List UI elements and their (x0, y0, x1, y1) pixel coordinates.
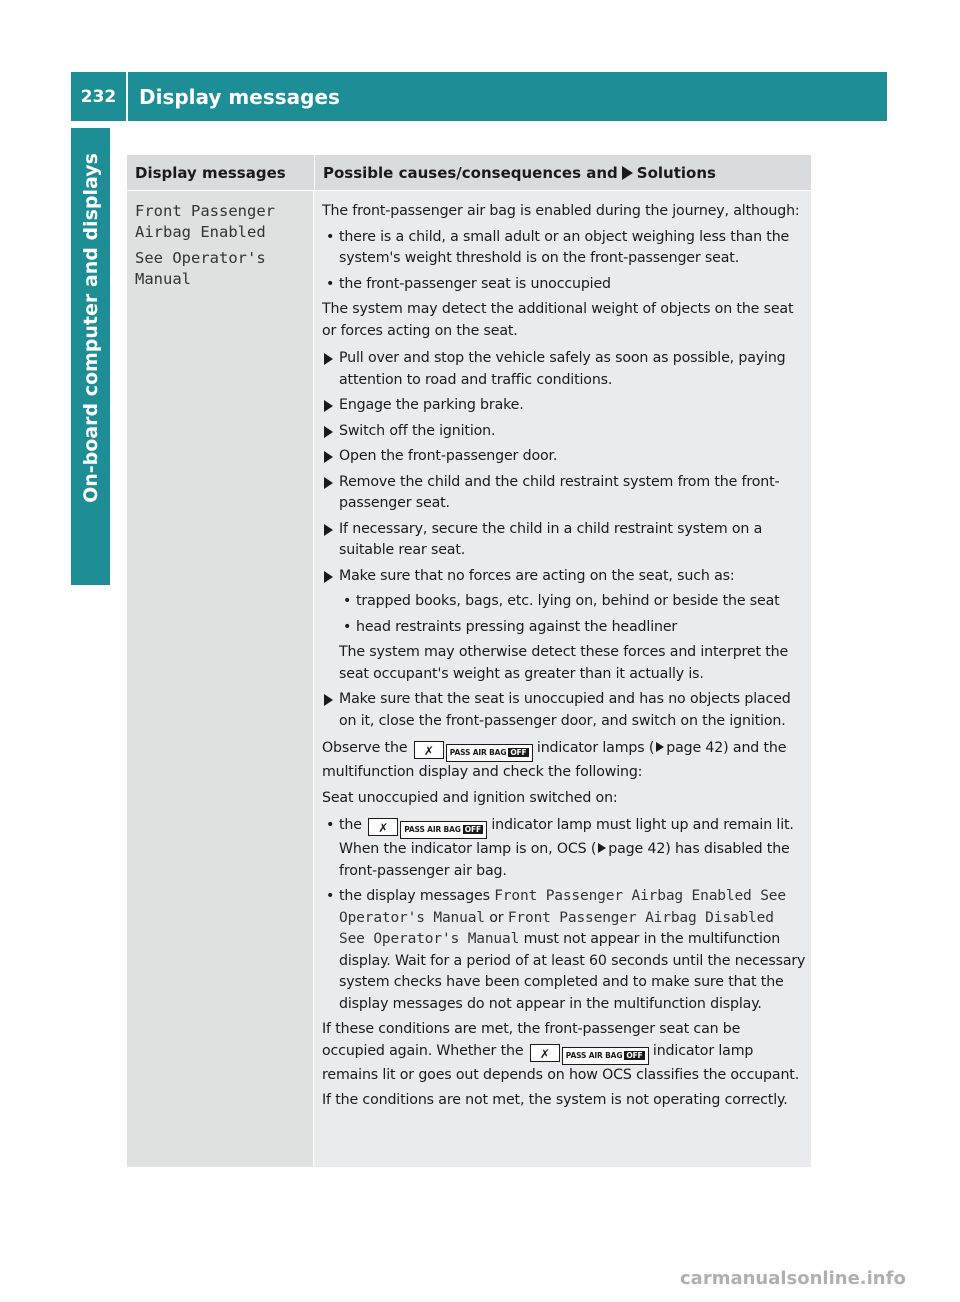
pab-off-label: OFF (464, 825, 481, 834)
lamp-text-a: the (339, 817, 362, 833)
pab-label: PASS AIR BAG (565, 1050, 623, 1060)
message-line-1: Front Passenger Airbag Enabled (135, 202, 275, 241)
step-item (322, 395, 807, 417)
step-text: If necessary, secure the child in a child restraint system on a suitable rear seat. (339, 520, 763, 558)
pass-airbag-off-icon (400, 821, 487, 839)
solution-arrow-icon (622, 166, 633, 180)
message-column (127, 191, 313, 1167)
met-text-b: indicator lamp remains lit or goes out depends on how OCS classifies the occupant. (322, 1042, 800, 1083)
messages-table (127, 155, 811, 1167)
display-message-enabled: Front Passenger Airbag Enabled See Operator's Manual (339, 888, 786, 926)
col-header-causes (314, 155, 811, 190)
display-text-a: the display messages (339, 888, 490, 904)
pass-airbag-off-icon (562, 1047, 649, 1065)
pab-label: PASS AIR BAG (404, 825, 461, 834)
seat-unoccupied-text: Seat unoccupied and ignition switched on: (322, 789, 618, 806)
step-arrow-icon (324, 571, 333, 583)
step-item (322, 472, 807, 515)
step-item (322, 566, 807, 588)
watermark: carmanualsonline.info (680, 1268, 906, 1289)
met-text-a: If these conditions are met, the front-passenger seat can be occupied again. Whether the (322, 1021, 741, 1059)
pab-off-label: OFF (510, 748, 527, 757)
step-item (322, 689, 807, 732)
list-item: • trapped books, bags, etc. lying on, behind or beside the seat (343, 593, 780, 609)
step-text: Engage the parking brake. (339, 397, 524, 413)
pab-label: PASS AIR BAG (449, 748, 507, 757)
step-item (322, 421, 807, 443)
lamp-text-c: page 42) has disabled the front-passenger air bag. (339, 841, 790, 879)
step-arrow-icon (324, 477, 333, 489)
sub-note: The system may otherwise detect these forces and interpret the seat occupant's weight as greater than it actually is. (339, 644, 789, 682)
conditions-not-met-text: If the conditions are not met, the system is not operating correctly. (322, 1092, 788, 1108)
step-text: Pull over and stop the vehicle safely as soon as possible, paying attention to road and traffic conditions. (339, 350, 786, 388)
pass-airbag-off-icon (446, 744, 533, 762)
step-item (322, 519, 807, 562)
lamp-text-b: indicator lamp must light up and remain lit. When the indicator lamp is on, OCS ( (339, 817, 794, 857)
observe-text-c: page 42) and the multifunction display and check the following: (322, 740, 787, 780)
step-text: Switch off the ignition. (339, 422, 496, 439)
display-text-b: must not appear in the multifunction display. Wait for a period of at least 60 seconds until the necessary system checks have been completed and to make sure that the display messages do not appear in the multifunction display. (339, 931, 806, 1012)
list-item: • the front-passenger seat is unoccupied (326, 275, 611, 292)
observe-text (322, 738, 807, 784)
occupant-seat-icon: ✗ (530, 1044, 560, 1062)
conditions-met-text (322, 1019, 807, 1086)
causes-column (314, 191, 811, 1167)
table-header (127, 155, 811, 190)
side-tab-label-wrap (71, 128, 110, 528)
step-item (322, 348, 807, 391)
col-header-display-messages: Display messages (135, 163, 286, 182)
page-number: 232 (80, 86, 117, 107)
step-text: Remove the child and the child restraint system from the front-passenger seat. (339, 473, 780, 511)
col-header-causes-prefix: Possible causes/consequences and (323, 163, 618, 182)
page-reference-icon (656, 742, 664, 752)
side-tab-label: On-board computer and displays (79, 153, 102, 503)
condition-text: there is a child, a small adult or an object weighing less than the system's weight threshold is on the front-passenger seat. (339, 228, 790, 266)
detect-text: The system may detect the additional weight of objects on the seat or forces acting on the seat. (322, 301, 794, 339)
list-item: • the ✗ PASS AIR BAG OFF indicator lamp must light up and remain lit. When the indicator lamp is on, OCS ( page 42) has disabled the front-passenger air bag. (326, 817, 794, 879)
step-arrow-icon (324, 426, 333, 438)
step-item (322, 446, 807, 468)
header-divider (126, 72, 128, 121)
occupant-seat-icon: ✗ (368, 818, 398, 836)
sub-list (322, 591, 807, 685)
step-text: Make sure that the seat is unoccupied and has no objects placed on it, close the front-passenger door, and switch on the ignition. (339, 691, 791, 729)
step-arrow-icon (324, 451, 333, 463)
message-line-2: See Operator's Manual (135, 249, 266, 288)
step-arrow-icon (324, 353, 333, 365)
observe-text-b: indicator lamps ( (536, 740, 655, 756)
sub-item-text: head restraints pressing against the headliner (356, 618, 678, 635)
list-item: • the display messages Front Passenger Airbag Enabled See Operator's Manual or Front Passenger Airbag Disabled See Operator's Manual must not appear in the multifunction display. Wait for a period of at least 60 seconds until the necessary system checks have been completed and to make sure that the display messages do not appear in the multifunction display. (326, 888, 806, 1012)
step-text: Make sure that no forces are acting on the seat, such as: (339, 567, 735, 584)
page-reference-icon (598, 843, 606, 853)
list-item: • head restraints pressing against the headliner (343, 618, 678, 635)
step-arrow-icon (324, 524, 333, 536)
observe-text-a: Observe the (322, 740, 408, 756)
step-text: Open the front-passenger door. (339, 448, 558, 464)
causes-content (322, 201, 807, 1116)
sub-item-text: trapped books, bags, etc. lying on, behind or beside the seat (356, 593, 780, 609)
list-item: • there is a child, a small adult or an object weighing less than the system's weight threshold is on the front-passenger seat. (326, 228, 790, 266)
display-message-disabled: Front Passenger Airbag Disabled See Operator's Manual (339, 909, 774, 947)
page-title: Display messages (139, 84, 340, 109)
display-text-or: or (489, 909, 504, 926)
intro-text: The front-passenger air bag is enabled during the journey, although: (322, 203, 800, 219)
occupant-seat-icon: ✗ (414, 741, 444, 759)
message-text (135, 201, 313, 295)
condition-text: the front-passenger seat is unoccupied (339, 275, 611, 292)
pab-off-label: OFF (626, 1050, 643, 1060)
step-arrow-icon (324, 400, 333, 412)
col-header-causes-suffix: Solutions (636, 163, 716, 182)
step-arrow-icon (324, 694, 333, 706)
